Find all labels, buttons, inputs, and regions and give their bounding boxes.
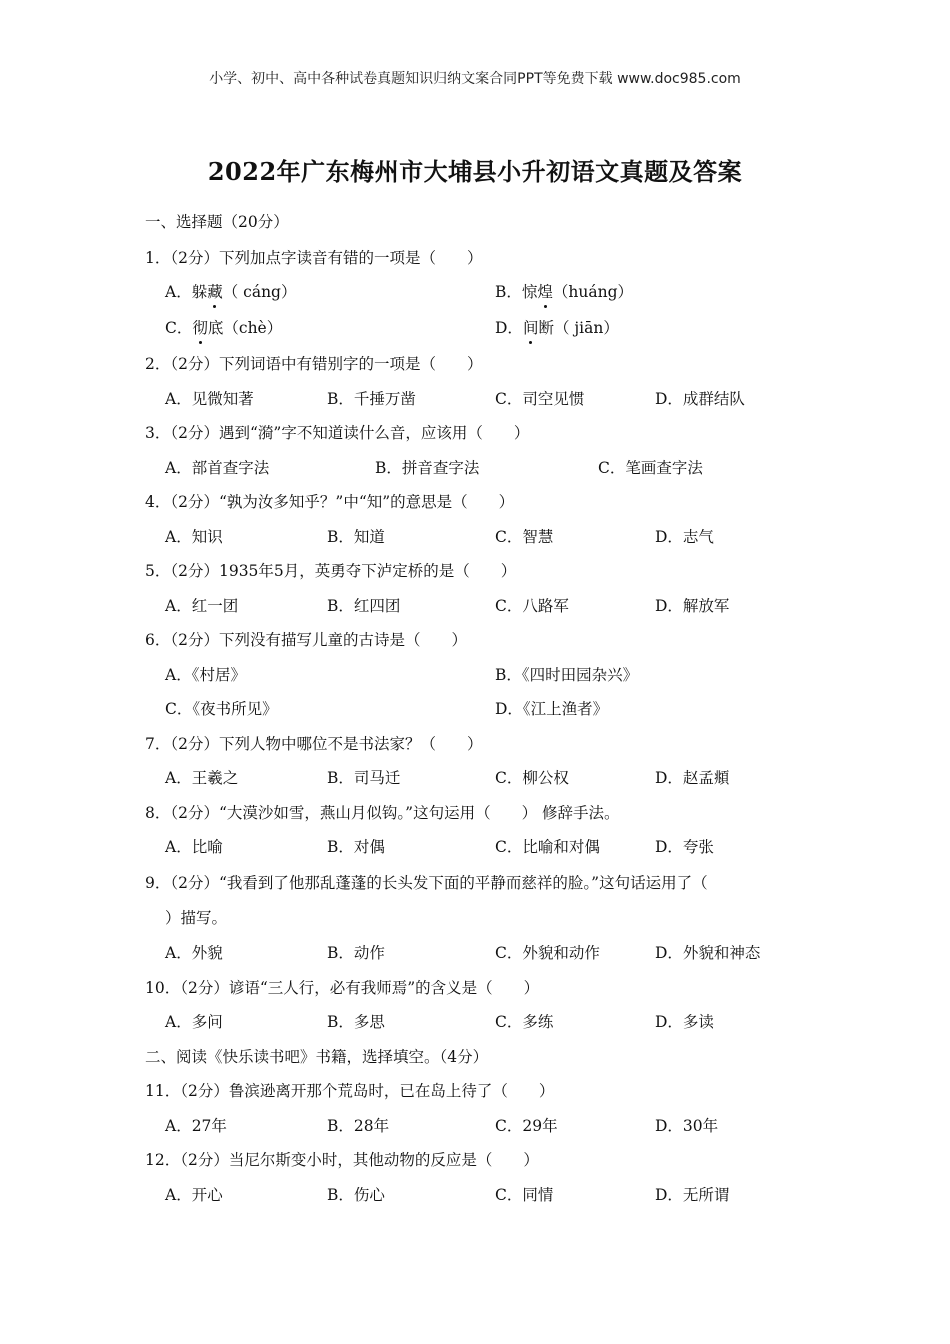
q1-option-a: A．躲藏（ cáng） [165, 280, 296, 302]
q11-option-a: A．27年 [165, 1117, 227, 1135]
question-5: 5．（2分）1935年5月，英勇夺下泸定桥的是（ ） [145, 562, 517, 580]
question-3: 3．（2分）遇到“漪”字不知道读什么音，应该用（ ） [145, 424, 530, 442]
q6-option-c: C．《夜书所见》 [165, 700, 278, 718]
question-9: 9．（2分）“我看到了他那乱蓬蓬的长头发下面的平静而慈祥的脸。”这句话运用了（ [145, 874, 708, 892]
q11-option-c: C．29年 [495, 1117, 558, 1135]
q5-option-a: A．红一团 [165, 597, 239, 615]
section-heading-1: 一、选择题（20分） [145, 213, 289, 231]
q11-option-d: D．30年 [655, 1117, 719, 1135]
q8-option-a: A．比喻 [165, 838, 223, 856]
q1-option-b: B．惊煌（huáng） [495, 280, 633, 302]
question-8: 8．（2分）“大漠沙如雪，燕山月似钩。”这句运用（ ） 修辞手法。 [145, 804, 620, 822]
question-4: 4．（2分）“孰为汝多知乎？”中“知”的意思是（ ） [145, 493, 515, 511]
q9-option-d: D．外貌和神态 [655, 944, 761, 962]
question-1: 1．（2分）下列加点字读音有错的一项是（ ） [145, 249, 483, 267]
q4-option-d: D．志气 [655, 528, 714, 546]
q7-option-a: A．王羲之 [165, 769, 239, 787]
page-header: 小学、初中、高中各种试卷真题知识归纳文案合同PPT等免费下载 www.doc985.com [209, 71, 741, 87]
q7-option-c: C．柳公权 [495, 769, 569, 787]
q6-option-b: B．《四时田园杂兴》 [495, 666, 639, 684]
q12-option-b: B．伤心 [327, 1186, 385, 1204]
q4-option-b: B．知道 [327, 528, 385, 546]
q5-option-c: C．八路军 [495, 597, 569, 615]
q10-option-d: D．多读 [655, 1013, 714, 1031]
q12-option-d: D．无所谓 [655, 1186, 730, 1204]
q9-option-b: B．动作 [327, 944, 385, 962]
q3-option-c: C．笔画查字法 [598, 459, 703, 477]
question-6: 6．（2分）下列没有描写儿童的古诗是（ ） [145, 631, 467, 649]
q5-option-d: D．解放军 [655, 597, 730, 615]
q6-option-a: A．《村居》 [165, 666, 246, 684]
q2-option-b: B．千捶万凿 [327, 390, 416, 408]
q10-option-b: B．多思 [327, 1013, 385, 1031]
q8-option-d: D．夸张 [655, 838, 714, 856]
q3-option-b: B．拼音查字法 [375, 459, 480, 477]
q2-option-c: C．司空见惯 [495, 390, 585, 408]
q5-option-b: B．红四团 [327, 597, 401, 615]
q4-option-a: A．知识 [165, 528, 223, 546]
q10-option-c: C．多练 [495, 1013, 554, 1031]
q2-option-a: A．见微知著 [165, 390, 254, 408]
question-12: 12．（2分）当尼尔斯变小时，其他动物的反应是（ ） [145, 1151, 539, 1169]
q9-option-c: C．外貌和动作 [495, 944, 600, 962]
question-10: 10．（2分）谚语“三人行，必有我师焉”的含义是（ ） [145, 979, 540, 997]
q7-option-d: D．赵孟頫 [655, 769, 730, 787]
q12-option-a: A．开心 [165, 1186, 223, 1204]
section-heading-2: 二、阅读《快乐读书吧》书籍，选择填空。（4分） [145, 1048, 489, 1066]
q8-option-b: B．对偶 [327, 838, 385, 856]
q6-option-d: D．《江上渔者》 [495, 700, 609, 718]
q10-option-a: A．多问 [165, 1013, 223, 1031]
q1-option-c: C．彻底（chè） [165, 316, 282, 338]
document-title: 2022年广东梅州市大埔县小升初语文真题及答案 [207, 157, 743, 186]
q1-option-d: D．间断（ jiān） [495, 316, 619, 338]
q12-option-c: C．同情 [495, 1186, 554, 1204]
q7-option-b: B．司马迁 [327, 769, 401, 787]
q4-option-c: C．智慧 [495, 528, 554, 546]
q9-option-a: A．外貌 [165, 944, 223, 962]
question-9-continued: ）描写。 [165, 909, 228, 927]
q11-option-b: B．28年 [327, 1117, 390, 1135]
q8-option-c: C．比喻和对偶 [495, 838, 600, 856]
question-11: 11．（2分）鲁滨逊离开那个荒岛时，已在岛上待了（ ） [145, 1082, 555, 1100]
q2-option-d: D．成群结队 [655, 390, 745, 408]
q3-option-a: A．部首查字法 [165, 459, 270, 477]
question-2: 2．（2分）下列词语中有错别字的一项是（ ） [145, 355, 483, 373]
question-7: 7．（2分）下列人物中哪位不是书法家？（ ） [145, 735, 483, 753]
